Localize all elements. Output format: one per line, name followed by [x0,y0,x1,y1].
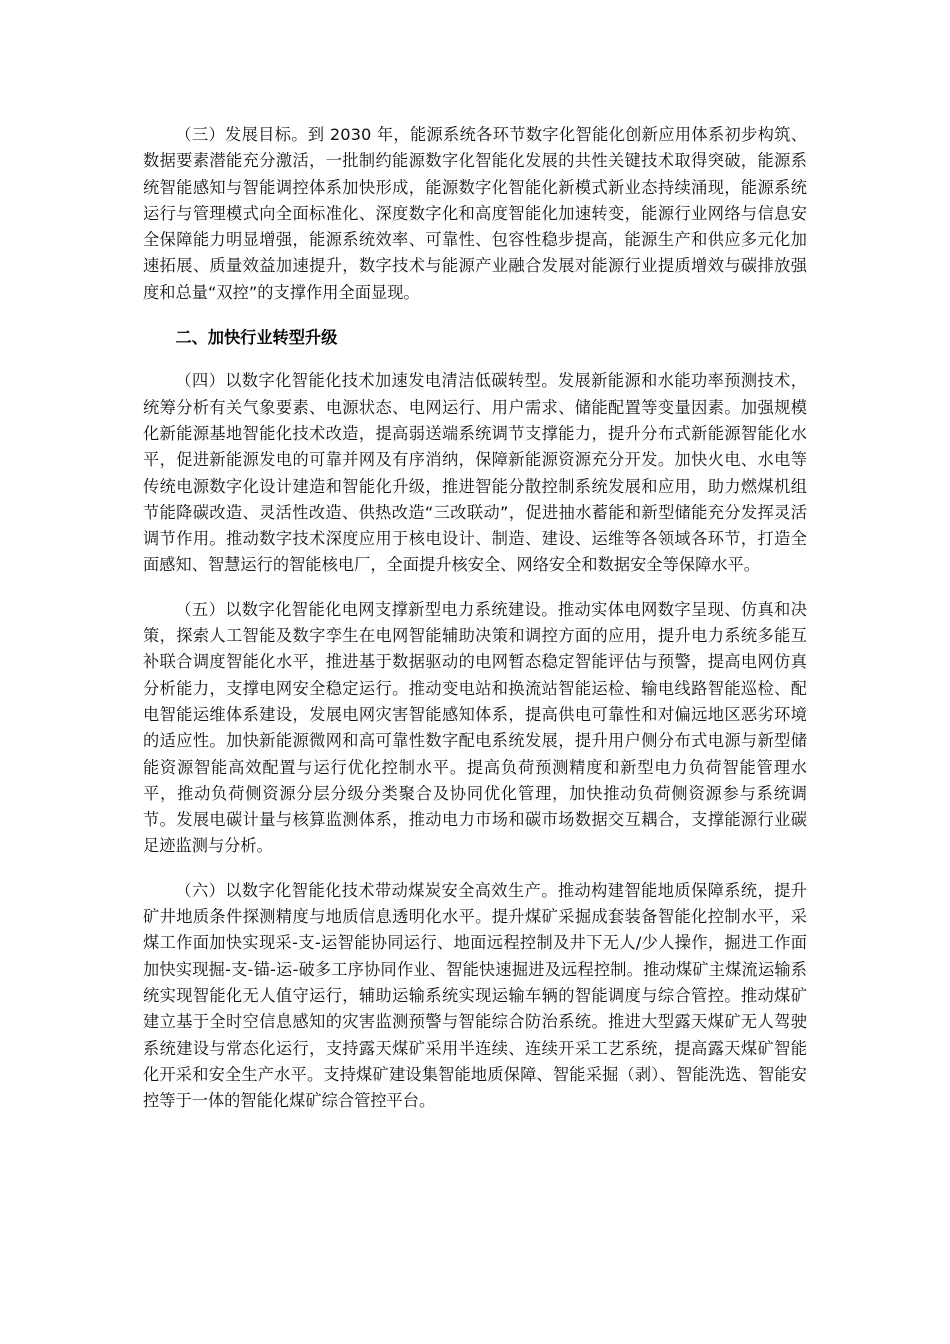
paragraph-power-generation: （四）以数字化智能化技术加速发电清洁低碳转型。发展新能源和水能功率预测技术，统筹分析有关气象要素、电源状态、电网运行、用户需求、储能配置等变量因素。加强规模化新能源基地智能化技术改造，提高弱送端系统调节支撑能力，提升分布式新能源智能化水平，促进新能源发电的可靠并网及有序消纳，保障新能源资源充分开发。加快火电、水电等传统电源数字化设计建造和智能化升级，推进智能分散控制系统发展和应用，助力燃煤机组节能降碳改造、灵活性改造、供热改造“三改联动”，促进抽水蓄能和新型储能充分发挥灵活调节作用。推动数字技术深度应用于核电设计、制造、建设、运维等各领域各环节，打造全面感知、智慧运行的智能核电厂，全面提升核安全、网络安全和数据安全等保障水平。 [143,371,807,575]
document-body [143,122,807,1114]
section-heading-industry-transformation: 二、加快行业转型升级 [175,328,338,348]
paragraph-development-goals: （三）发展目标。到 2030 年，能源系统各环节数字化智能化创新应用体系初步构筑、数据要素潜能充分激活，一批制约能源数字化智能化发展的共性关键技术取得突破，能源系统智能感知与智能调控体系加快形成，能源数字化智能化新模式新业态持续涌现，能源系统运行与管理模式向全面标准化、深度数字化和高度智能化加速转变，能源行业网络与信息安全保障能力明显增强，能源系统效率、可靠性、包容性稳步提高，能源生产和供应多元化加速拓展、质量效益加速提升，数字技术与能源产业融合发展对能源行业提质增效与碳排放强度和总量“双控”的支撑作用全面显现。 [143,125,807,302]
paragraph-coal-production: （六）以数字化智能化技术带动煤炭安全高效生产。推动构建智能地质保障系统，提升矿井地质条件探测精度与地质信息透明化水平。提升煤矿采掘成套装备智能化控制水平，采煤工作面加快实现采-支-运智能协同运行、地面远程控制及井下无人/少人操作，掘进工作面加快实现掘-支-锚-运-破多工序协同作业、智能快速掘进及远程控制。推动煤矿主煤流运输系统实现智能化无人值守运行，辅助运输系统实现运输车辆的智能调度与综合管控。推动煤矿建立基于全时空信息感知的灾害监测预警与智能综合防治系统。推进大型露天煤矿无人驾驶系统建设与常态化运行，支持露天煤矿采用半连续、连续开采工艺系统，提高露天煤矿智能化开采和安全生产水平。支持煤矿建设集智能地质保障、智能采掘（剥）、智能洗选、智能安控等于一体的智能化煤矿综合管控平台。 [143,880,807,1111]
paragraph-smart-grid: （五）以数字化智能化电网支撑新型电力系统建设。推动实体电网数字呈现、仿真和决策，探索人工智能及数字孪生在电网智能辅助决策和调控方面的应用，提升电力系统多能互补联合调度智能化水平，推进基于数据驱动的电网暂态稳定智能评估与预警，提高电网仿真分析能力，支撑电网安全稳定运行。推动变电站和换流站智能运检、输电线路智能巡检、配电智能运维体系建设，发展电网灾害智能感知体系，提高供电可靠性和对偏远地区恶劣环境的适应性。加快新能源微网和高可靠性数字配电系统发展，提升用户侧分布式电源与新型储能资源智能高效配置与运行优化控制水平。提高负荷预测精度和新型电力负荷智能管理水平，推动负荷侧资源分层分级分类聚合及协同优化管理，加快推动负荷侧资源参与系统调节。发展电碳计量与核算监测体系，推动电力市场和碳市场数据交互耦合，支撑能源行业碳足迹监测与分析。 [143,599,807,856]
